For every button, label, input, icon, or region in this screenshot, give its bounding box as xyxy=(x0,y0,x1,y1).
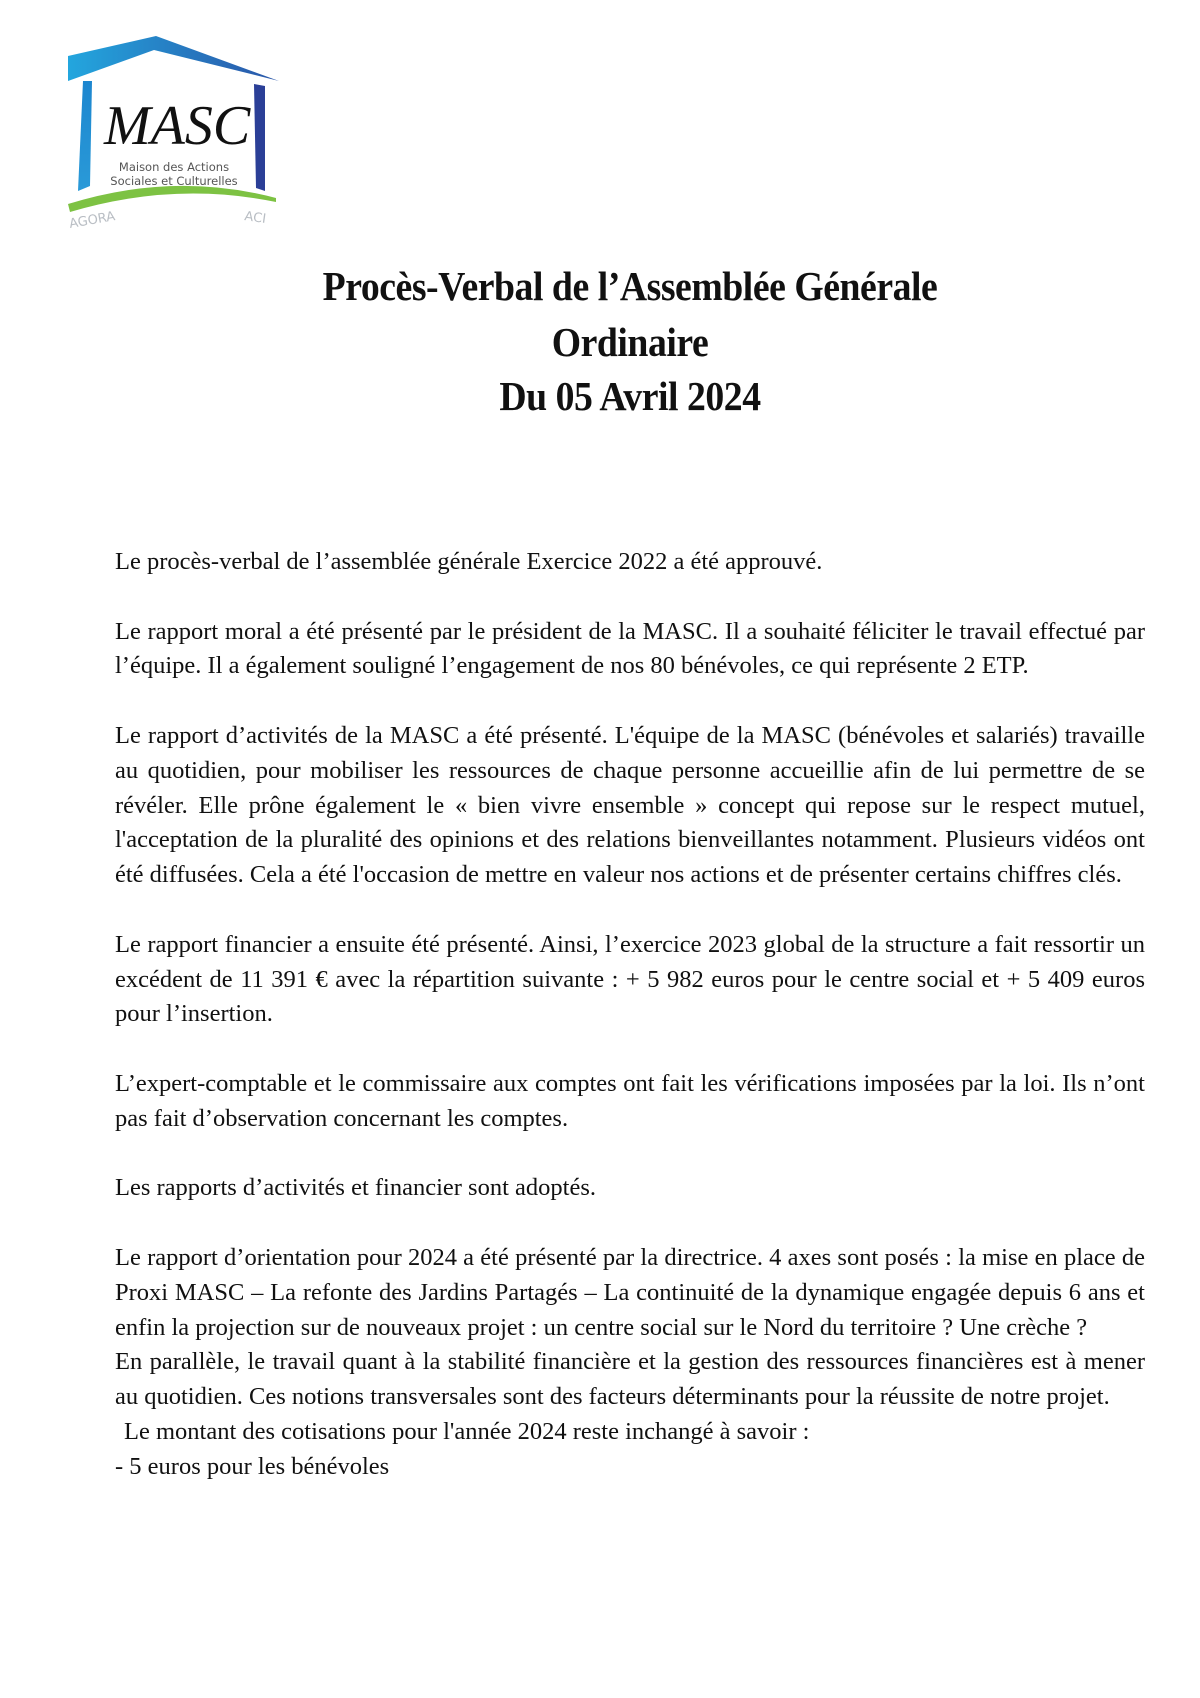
house-logo-icon xyxy=(64,36,284,231)
paragraph-financial-stability: En parallèle, le travail quant à la stabilité financière et la gestion des ressources financières est à mener au quotidien. Ces notions transversales sont des facteurs déterminants pour la réussite de notre projet. xyxy=(115,1348,1145,1411)
fee-item-volunteers: - 5 euros pour les bénévoles xyxy=(115,1452,390,1480)
svg-text:Sociales et Culturelles: Sociales et Culturelles xyxy=(110,174,238,188)
paragraph-orientation: Le rapport d’orientation pour 2024 a été présenté par la directrice. 4 axes sont posés : la mise en place de Proxi MASC – La refonte des Jardins Partagés – La continuité de la dynamique engagée depuis 6 ans et enfin la projection sur de nouveaux projet : un centre social sur le Nord du territoire ? Une crèche ? xyxy=(115,1243,1145,1341)
document-body xyxy=(115,545,1145,1485)
document-title xyxy=(0,258,1200,424)
paragraph-adoption: Les rapports d’activités et financier sont adoptés. xyxy=(115,1174,596,1202)
paragraph-activity-report: Le rapport d’activités de la MASC a été présenté. L'équipe de la MASC (bénévoles et salariés) travaille au quotidien, pour mobiliser les ressources de chaque personne accueillie afin de lui permettre de se révéler. Elle prône également le « bien vivre ensemble » concept qui repose sur le respect mutuel, l'acceptation de la pluralité des opinions et des relations bienveillantes notamment. Plusieurs vidéos ont été diffusées. Cela a été l'occasion de mettre en valeur nos actions et de présenter certains chiffres clés. xyxy=(115,721,1145,889)
title-line-2: Ordinaire xyxy=(551,319,709,365)
masc-logo xyxy=(64,36,284,231)
paragraph-approval: Le procès-verbal de l’assemblée générale Exercice 2022 a été approuvé. xyxy=(115,548,823,575)
paragraph-moral-report: Le rapport moral a été présenté par le président de la MASC. Il a souhaité féliciter le travail effectué par l’équipe. Il a également souligné l’engagement de nos 80 bénévoles, ce qui représente 2 ETP. xyxy=(115,617,1145,680)
svg-text:ACI: ACI xyxy=(243,209,267,227)
masc-wordmark: MASC xyxy=(104,95,251,157)
title-line-3: Du 05 Avril 2024 xyxy=(499,373,761,419)
paragraph-financial-report: Le rapport financier a ensuite été présenté. Ainsi, l’exercice 2023 global de la structure a fait ressortir un excédent de 11 391 € avec la répartition suivante : + 5 982 euros pour le centre social et + 5 409 euros pour l’insertion. xyxy=(115,930,1145,1028)
title-line-1: Procès-Verbal de l’Assemblée Générale xyxy=(322,263,938,309)
svg-text:Maison des Actions: Maison des Actions xyxy=(118,160,230,174)
svg-text:AGORA: AGORA xyxy=(68,209,117,231)
paragraph-audit: L’expert-comptable et le commissaire aux comptes ont fait les vérifications imposées par la loi. Ils n’ont pas fait d’observation concernant les comptes. xyxy=(115,1069,1145,1132)
paragraph-membership-fees: Le montant des cotisations pour l'année 2024 reste inchangé à savoir : xyxy=(124,1417,810,1445)
